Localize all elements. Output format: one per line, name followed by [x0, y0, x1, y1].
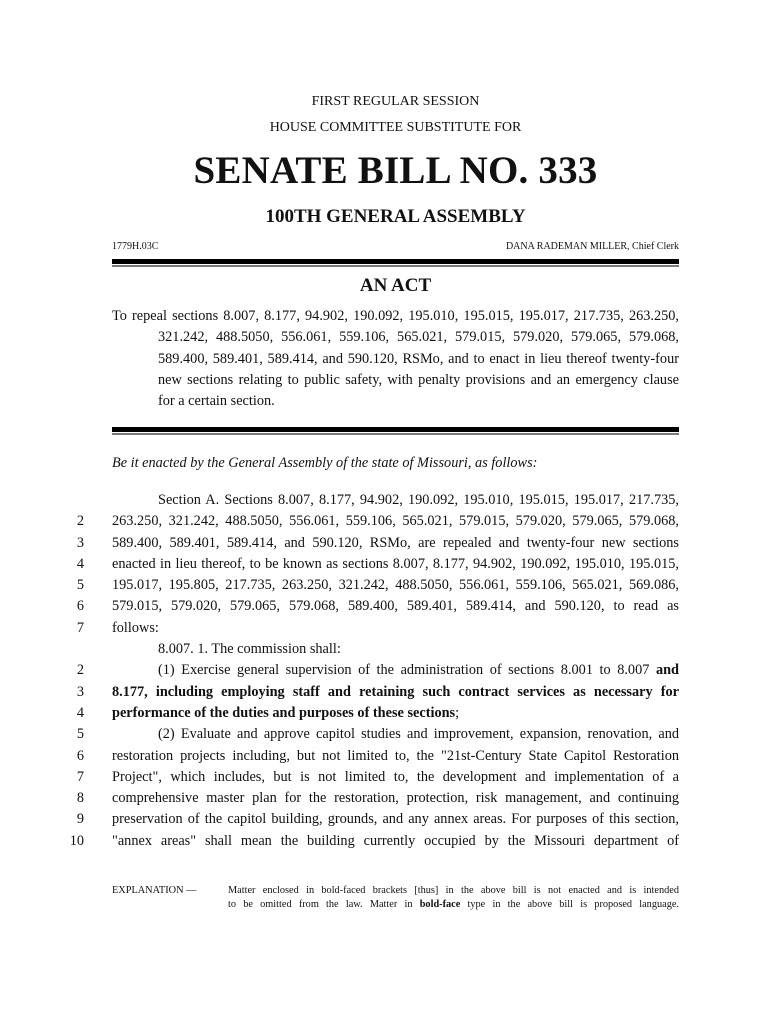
line-text: (2) Evaluate and approve capitol studies and improvement, expansion, renovation, and [158, 726, 679, 743]
line-number: 10 [69, 832, 84, 849]
section-8007-line [60, 682, 679, 703]
title-line: 321.242, 488.5050, 556.061, 559.106, 565.021, 579.015, 579.020, 579.065, 579.068, [158, 329, 679, 346]
line-number: 4 [76, 704, 84, 721]
title-line: for a certain section. [158, 393, 275, 410]
line-text: Section A. Sections 8.007, 8.177, 94.902, 190.092, 195.010, 195.015, 195.017, 217.735, [158, 492, 679, 508]
session-heading: FIRST REGULAR SESSION [311, 94, 480, 109]
section-8007-line [60, 809, 679, 830]
section-8007-line [60, 746, 679, 767]
title-line: To repeal sections 8.007, 8.177, 94.902, 190.092, 195.010, 195.015, 195.017, 217.735, 263.250, [112, 308, 679, 324]
section-8007-line [60, 724, 679, 745]
chief-clerk: DANA RADEMAN MILLER, Chief Clerk [505, 241, 679, 252]
explanation-line-post: type in the above bill is proposed language. [460, 899, 679, 910]
explanation-line: Matter enclosed in bold-faced brackets [thus] in the above bill is not enacted and is intended [228, 885, 679, 896]
section-8007-line [60, 831, 679, 852]
line-text: enacted in lieu thereof, to be known as sections 8.007, 8.177, 94.902, 190.092, 195.010, 195.015, [112, 555, 679, 572]
title-rule [112, 427, 679, 435]
explanation-text [228, 884, 679, 912]
line-number: 3 [76, 683, 84, 700]
section-a-line [60, 554, 679, 575]
line-text: restoration projects including, but not limited to, the "21st-Century State Capitol Restoration [112, 747, 679, 764]
line-text: 579.015, 579.020, 579.065, 579.068, 589.400, 589.401, 589.414, and 590.120, to read as [112, 598, 679, 615]
section-8007-line [60, 660, 679, 681]
proposed-text: performance of the duties and purposes of these sections [112, 704, 456, 721]
section-8007-line [60, 703, 679, 724]
line-number: 2 [76, 662, 84, 679]
line-text: Project", which includes, but is not limited to, the development and implementation of a [112, 768, 679, 785]
line-number: 2 [76, 513, 84, 530]
line-number: 9 [76, 811, 84, 828]
proposed-text: 8.177, including employing staff and retaining such contract services as necessary for [112, 683, 679, 700]
bill-body [60, 490, 679, 852]
section-a-line [60, 618, 679, 639]
proposed-text: and [655, 662, 679, 679]
explanation-line [228, 898, 679, 912]
assembly-heading: 100TH GENERAL ASSEMBLY [265, 206, 526, 227]
bold-face-sample: bold-face [419, 899, 461, 910]
section-a-line [60, 596, 679, 617]
title-line: 589.400, 589.401, 589.414, and 590.120, RSMo, and to enact in lieu thereof twenty-four [158, 350, 679, 367]
explanation-line-pre: to be omitted from the law. Matter in [228, 899, 420, 910]
section-a-line [60, 511, 679, 532]
line-number: 7 [76, 619, 84, 636]
line-text: follows: [112, 619, 159, 636]
line-number: 3 [76, 534, 84, 551]
section-8007-line [60, 767, 679, 788]
line-number: 6 [76, 747, 84, 764]
existing-text: ; [455, 704, 460, 721]
section-8007-line [60, 639, 679, 660]
section-a-line [60, 533, 679, 554]
header-rule [112, 259, 679, 267]
line-text: 263.250, 321.242, 488.5050, 556.061, 559.106, 565.021, 579.015, 579.020, 579.065, 579.068, [112, 513, 679, 530]
line-text: 8.007. 1. The commission shall: [158, 641, 341, 658]
explanation-label: EXPLANATION — [112, 885, 197, 896]
line-number: 7 [76, 768, 84, 785]
line-number: 4 [76, 555, 84, 572]
line-text [112, 660, 679, 681]
substitute-heading: HOUSE COMMITTEE SUBSTITUTE FOR [269, 120, 522, 135]
line-text: preservation of the capitol building, grounds, and any annex areas. For purposes of this section, [112, 811, 679, 828]
line-text [112, 703, 679, 724]
line-number: 5 [76, 726, 84, 743]
existing-text: (1) Exercise general supervision of the administration of sections 8.001 to 8.007 [158, 662, 656, 679]
enacting-clause: Be it enacted by the General Assembly of the state of Missouri, as follows: [112, 455, 538, 471]
act-title-paragraph [112, 306, 679, 412]
section-a-line [60, 575, 679, 596]
title-line: new sections relating to public safety, with penalty provisions and an emergency clause [158, 371, 679, 388]
act-title: AN ACT [359, 275, 432, 296]
line-text: 589.400, 589.401, 589.414, and 590.120, RSMo, are repealed and twenty-four new sections [112, 534, 679, 551]
section-a-line [60, 490, 679, 511]
line-text: "annex areas" shall mean the building currently occupied by the Missouri department of [112, 832, 679, 849]
bill-meta-row [112, 241, 679, 252]
line-number: 5 [76, 577, 84, 594]
line-text: 195.017, 195.805, 217.735, 263.250, 321.242, 488.5050, 556.061, 559.106, 565.021, 569.086, [112, 577, 679, 594]
line-text: comprehensive master plan for the restoration, protection, risk management, and continuing [112, 790, 679, 807]
bill-code: 1779H.03C [112, 241, 159, 252]
line-number: 8 [76, 790, 84, 807]
line-number: 6 [76, 598, 84, 615]
section-8007-line [60, 788, 679, 809]
bill-title: SENATE BILL NO. 333 [193, 149, 598, 192]
